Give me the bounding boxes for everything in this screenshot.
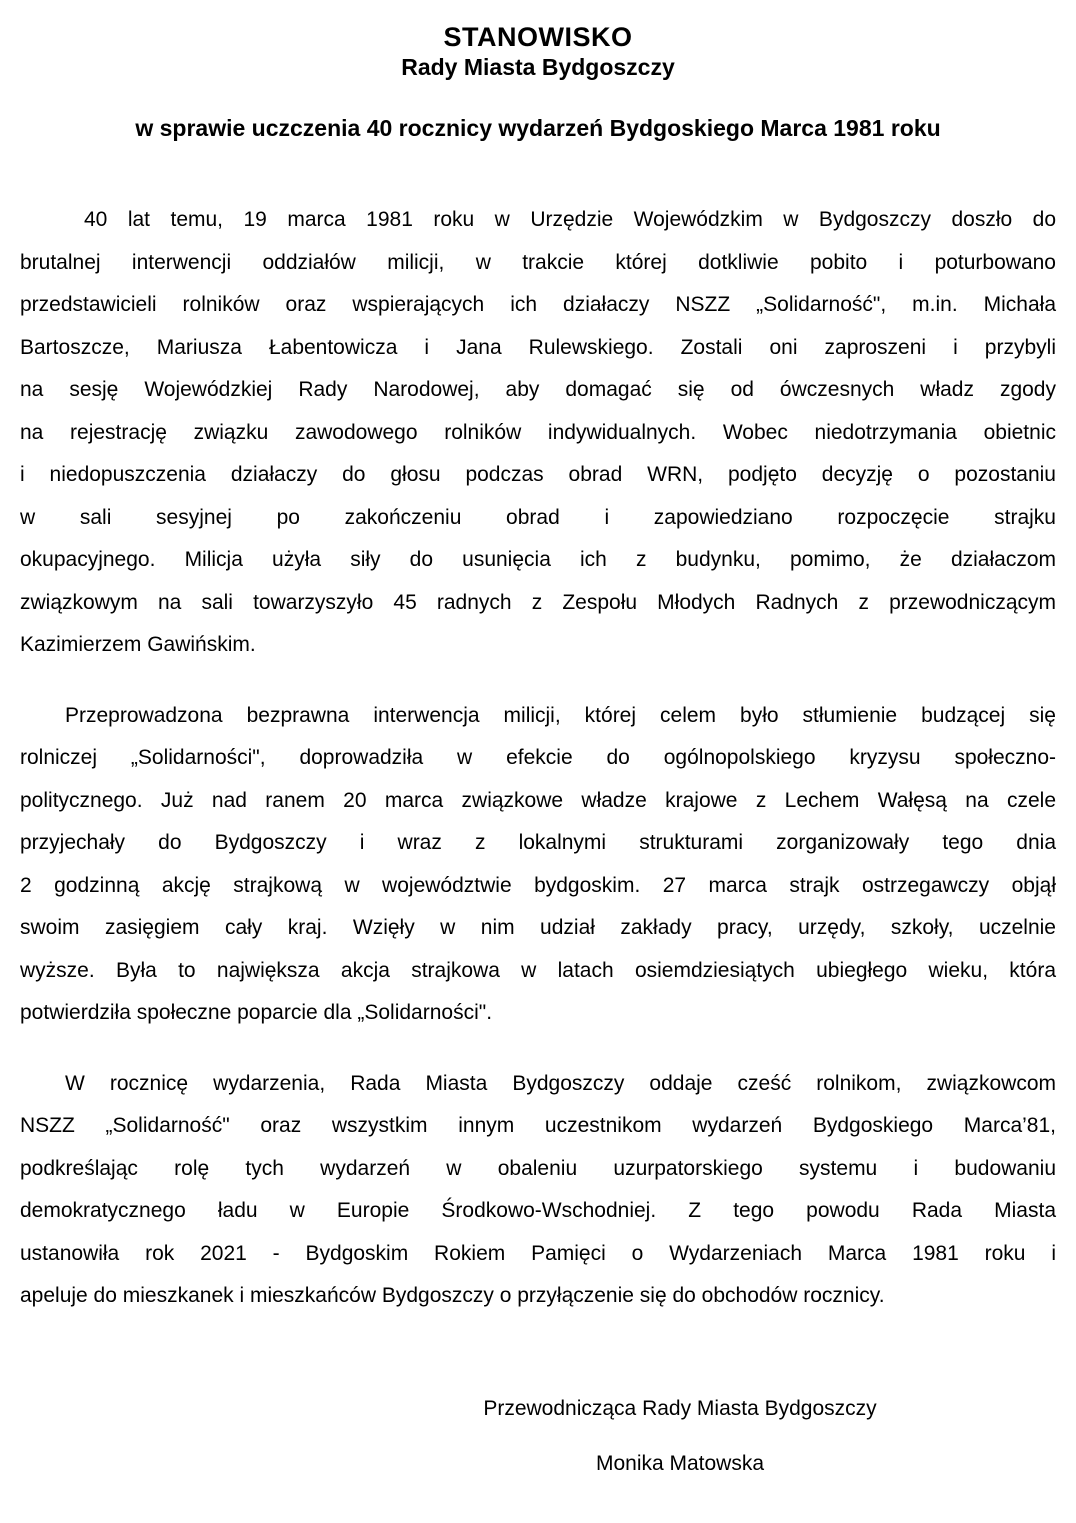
paragraph-3	[20, 1063, 1056, 1318]
body-line: na rejestrację związku zawodowego rolników indywidualnych. Wobec niedotrzymania obietnic	[20, 420, 1056, 444]
signature-role: Przewodnicząca Rady Miasta Bydgoszczy	[483, 1396, 877, 1420]
body-line: NSZZ „Solidarność" oraz wszystkim innym uczestnikom wydarzeń Bydgoskiego Marca’81,	[20, 1114, 1056, 1137]
body-line: rolniczej „Solidarności", doprowadziła w efekcie do ogólnopolskiego kryzysu społeczno-	[20, 746, 1056, 769]
body-line: i niedopuszczenia działaczy do głosu podczas obrad WRN, podjęto decyzję o pozostaniu	[20, 463, 1056, 486]
body-line: 40 lat temu, 19 marca 1981 roku w Urzędzie Wojewódzkim w Bydgoszczy doszło do	[84, 208, 1056, 231]
body-line: Przeprowadzona bezprawna interwencja milicji, której celem było stłumienie budzącej się	[65, 703, 1056, 727]
paragraph-1	[20, 199, 1056, 667]
body-line: 2 godzinną akcję strajkową w województwie bydgoskim. 27 marca strajk ostrzegawczy objął	[20, 873, 1056, 897]
body-line: ustanowiła rok 2021 - Bydgoskim Rokiem Pamięci o Wydarzeniach Marca 1981 roku i	[20, 1241, 1056, 1265]
body-line: podkreślając rolę tych wydarzeń w obaleniu uzurpatorskiego systemu i budowaniu	[20, 1156, 1056, 1180]
body-line: W rocznicę wydarzenia, Rada Miasta Bydgoszczy oddaje cześć rolnikom, związkowcom	[65, 1071, 1056, 1095]
paragraph-2	[20, 695, 1056, 1035]
body-line: przyjechały do Bydgoszczy i wraz z lokalnymi strukturami zorganizowały tego dnia	[20, 831, 1056, 854]
document-title: STANOWISKO	[443, 22, 633, 52]
signature-name: Monika Matowska	[595, 1451, 765, 1475]
body-line: Kazimierzem Gawińskim.	[20, 633, 256, 656]
body-line: demokratycznego ładu w Europie Środkowo-Wschodniej. Z tego powodu Rada Miasta	[20, 1199, 1056, 1222]
body-line: swoim zasięgiem cały kraj. Wzięły w nim udział zakłady pracy, urzędy, szkoły, uczelnie	[20, 916, 1056, 939]
body-line: związkowym na sali towarzyszyło 45 radnych z Zespołu Młodych Radnych z przewodniczącym	[20, 590, 1056, 614]
body-line: w sali sesyjnej po zakończeniu obrad i zapowiedziano rozpoczęcie strajku	[20, 505, 1056, 529]
body-line: okupacyjnego. Milicja użyła siły do usunięcia ich z budynku, pomimo, że działaczom	[20, 548, 1056, 571]
body-line: potwierdziła społeczne poparcie dla „Solidarności".	[20, 1001, 493, 1024]
document-subject: w sprawie uczczenia 40 rocznicy wydarzeń Bydgoskiego Marca 1981 roku	[135, 115, 941, 141]
document-body	[20, 199, 1056, 1318]
document-organization: Rady Miasta Bydgoszczy	[401, 54, 675, 80]
body-line: apeluje do mieszkanek i mieszkańców Bydgoszczy o przyłączenie się do obchodów rocznicy.	[20, 1284, 885, 1307]
body-line: wyższe. Była to największa akcja strajkowa w latach osiemdziesiątych ubiegłego wieku, która	[20, 958, 1056, 982]
body-line: brutalnej interwencji oddziałów milicji, w trakcie której dotkliwie pobito i poturbowano	[20, 250, 1056, 274]
body-line: na sesję Wojewódzkiej Rady Narodowej, aby domagać się od ówczesnych władz zgody	[20, 378, 1056, 401]
body-line: politycznego. Już nad ranem 20 marca związkowe władze krajowe z Lechem Wałęsą na czele	[20, 788, 1056, 812]
body-line: Bartoszcze, Mariusza Łabentowicza i Jana Rulewskiego. Zostali oni zaproszeni i przybyli	[20, 335, 1056, 359]
body-line: przedstawicieli rolników oraz wspierających ich działaczy NSZZ „Solidarność", m.in. Michała	[20, 293, 1056, 316]
signature-block	[304, 1381, 1056, 1491]
